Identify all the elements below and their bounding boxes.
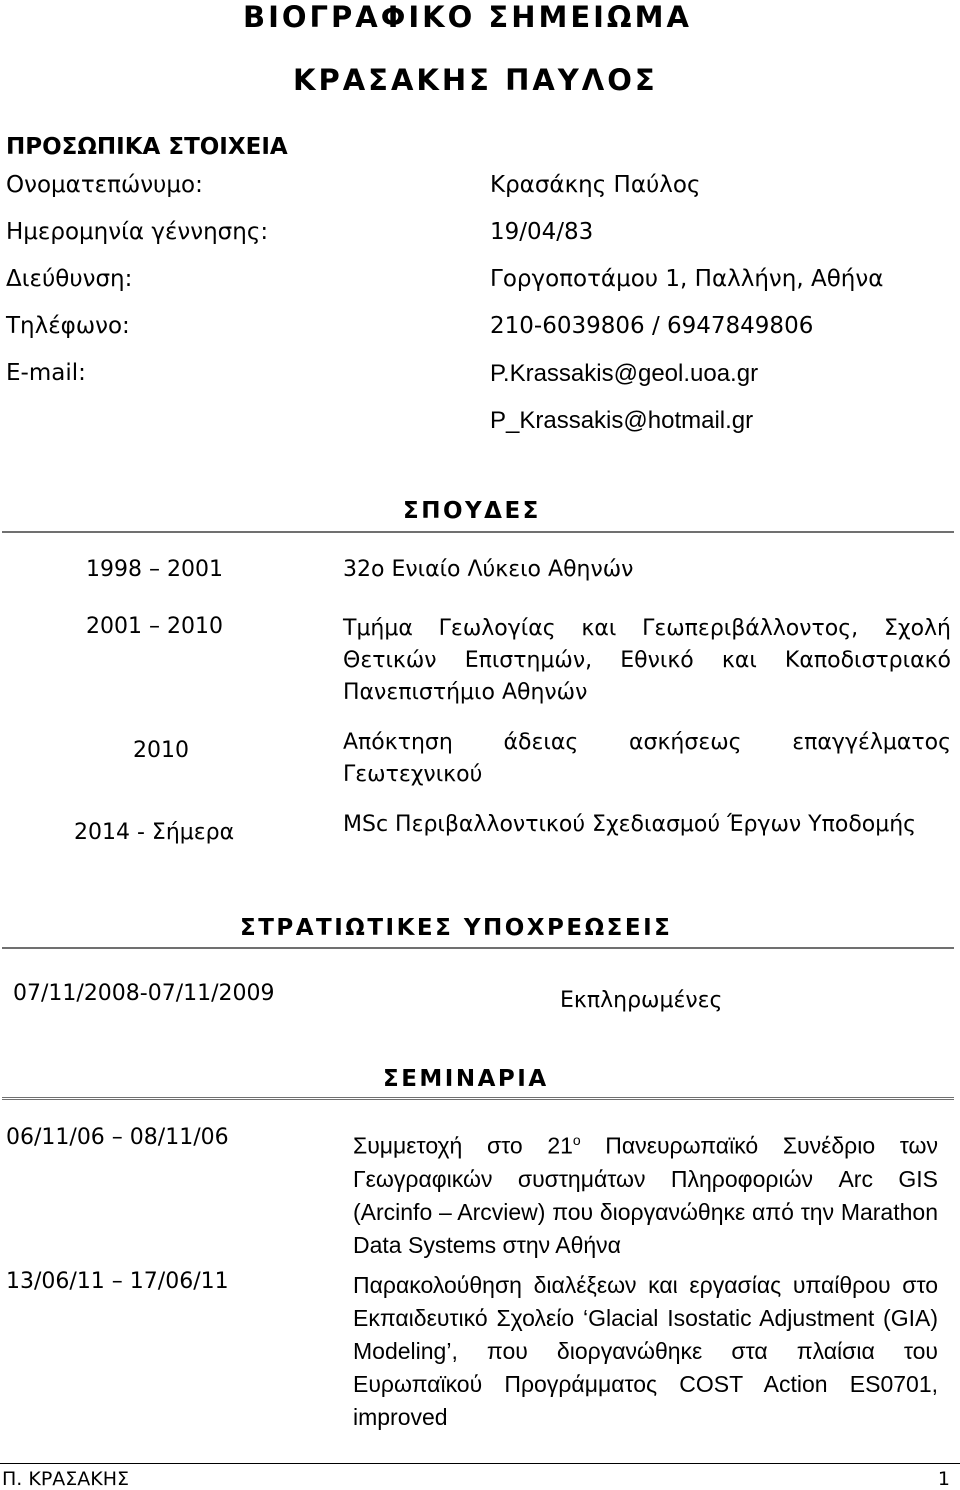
military-heading: ΣΤΡΑΤΙΩΤΙΚΕΣ ΥΠΟΧΡΕΩΣΕΙΣ: [240, 915, 673, 941]
seminar-text-2: [353, 1269, 938, 1434]
study-period-2: 2001 – 2010: [86, 614, 223, 639]
seminar-text-1: [353, 1124, 938, 1262]
label-fullname: Ονοματεπώνυμο:: [6, 172, 203, 198]
value-email-2[interactable]: P_Krassakis@hotmail.gr: [490, 407, 754, 434]
personal-heading: ΠΡΟΣΩΠΙΚΑ ΣΤΟΙΧΕΙΑ: [6, 134, 288, 160]
seminar-text-1-b: Πανευρωπαϊκό Συνέδριο των Γεωγραφικών συστημάτων Πληροφοριών Arc GIS (Arcinfo – Arcview) που διοργανώθηκε από την Marathon Data Systems στην Αθήνα: [353, 1132, 938, 1258]
value-fullname: Κρασάκης Παύλος: [490, 172, 701, 198]
study-text-3: Απόκτηση άδειας ασκήσεως επαγγέλματος Γεωτεχνικού: [343, 730, 951, 787]
footer-page-number: 1: [937, 1468, 950, 1490]
studies-heading: ΣΠΟΥΔΕΣ: [403, 498, 541, 524]
study-period-3: 2010: [133, 738, 189, 763]
value-address: Γοργοποτάμου 1, Παλλήνη, Αθήνα: [490, 266, 884, 292]
military-status: Εκπληρωμένες: [560, 988, 723, 1013]
seminar-text-2-a: Παρακολούθηση διαλέξεων και εργασίας υπαίθρου στο Εκπαιδευτικό Σχολείο ‘Glacial Isostatic Adjustment (GIA) Modeling’, που διοργανώθηκε στα πλαίσια του Ευρωπαϊκού Προγράμματος COST Action ES0701, improved: [353, 1272, 938, 1430]
label-email: E-mail:: [6, 360, 86, 386]
label-birthdate: Ημερομηνία γέννησης:: [6, 219, 269, 245]
label-phone: Τηλέφωνο:: [6, 313, 130, 339]
seminar-text-1-a: Συμμετοχή στο 21: [353, 1132, 573, 1159]
value-birthdate: 19/04/83: [490, 219, 594, 245]
seminars-divider: [2, 1097, 954, 1102]
military-divider: [2, 947, 954, 949]
seminar-period-1: 06/11/06 – 08/11/06: [6, 1125, 229, 1150]
study-period-4: 2014 - Σήμερα: [74, 820, 235, 845]
study-period-1: 1998 – 2001: [86, 557, 223, 582]
footer-author: Π. ΚΡΑΣΑΚΗΣ: [2, 1468, 130, 1490]
seminars-heading: ΣΕΜΙΝΑΡΙΑ: [383, 1066, 549, 1092]
label-address: Διεύθυνση:: [6, 266, 133, 292]
seminar-text-1-sup: ο: [572, 1132, 581, 1148]
document-title: ΒΙΟΓΡΑΦΙΚΟ ΣΗΜΕΙΩΜΑ: [243, 0, 692, 34]
study-text-4: MSc Περιβαλλοντικού Σχεδιασμού Έργων Υποδομής: [343, 812, 917, 837]
seminar-period-2: 13/06/11 – 17/06/11: [6, 1269, 229, 1294]
value-email-1[interactable]: P.Krassakis@geol.uoa.gr: [490, 360, 759, 387]
footer-divider: [0, 1463, 960, 1464]
value-phone: 210-6039806 / 6947849806: [490, 313, 814, 339]
studies-divider: [2, 531, 954, 533]
study-text-2: Τμήμα Γεωλογίας και Γεωπεριβάλλοντος, Σχολή Θετικών Επιστημών, Εθνικό και Καποδιστριακό Πανεπιστήμιο Αθηνών: [343, 616, 951, 705]
military-period: 07/11/2008-07/11/2009: [13, 981, 275, 1006]
study-text-1: 32ο Ενιαίο Λύκειο Αθηνών: [343, 557, 634, 582]
name-heading: ΚΡΑΣΑΚΗΣ ΠΑΥΛΟΣ: [293, 63, 658, 97]
